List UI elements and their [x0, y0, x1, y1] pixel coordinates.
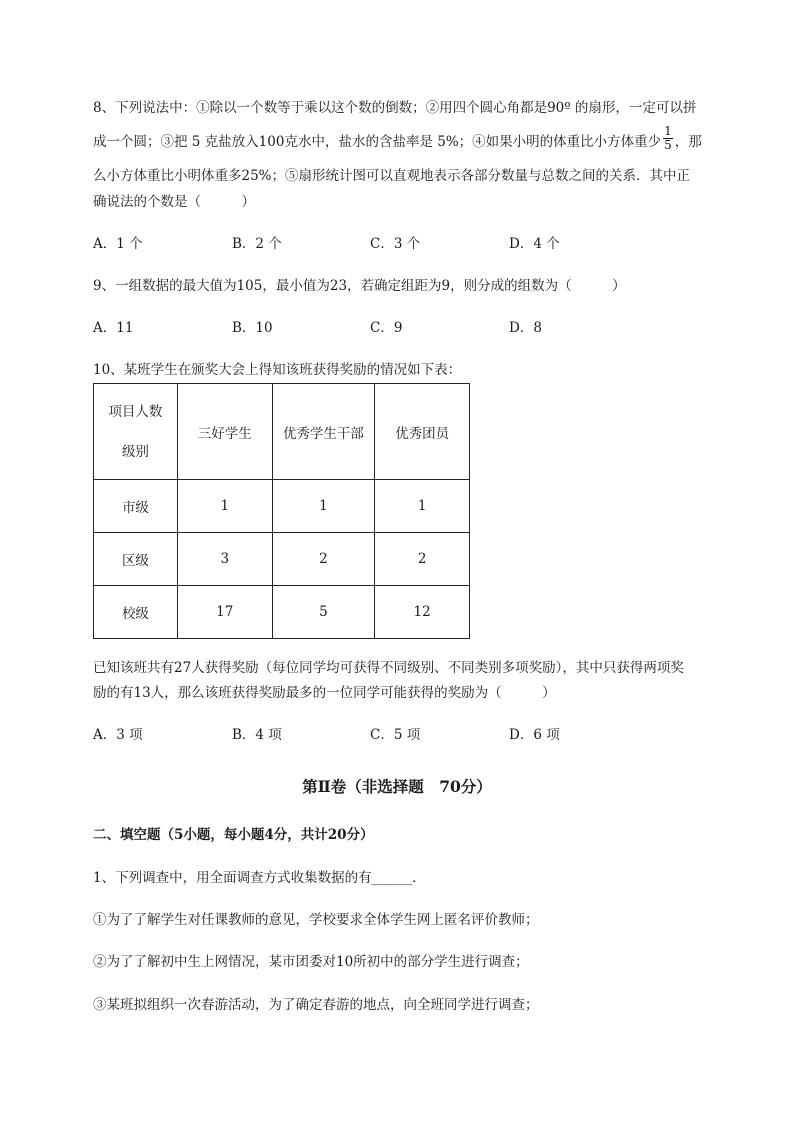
q9-option-c: C．9: [370, 320, 403, 336]
q8-option-d: D．4 个: [509, 236, 560, 252]
level-cell: 区级: [94, 533, 178, 586]
value-cell: 1: [375, 480, 470, 533]
header-cell: 优秀学生干部: [272, 384, 375, 480]
table-header-row: [94, 384, 470, 480]
q10-option-b: B．4 项: [232, 727, 282, 743]
list-item: ③某班拟组织一次春游活动，为了确定春游的地点，向全班同学进行调查；: [93, 997, 539, 1013]
table-row: [94, 480, 470, 533]
fraction-one-fifth: [663, 125, 673, 152]
level-cell: 市级: [94, 480, 178, 533]
q8-line-4: 确说法的个数是（ ）: [93, 194, 255, 210]
q8-option-a: A．1 个: [93, 236, 143, 252]
q8-option-b: B．2 个: [232, 236, 282, 252]
table-row: [94, 533, 470, 586]
table-row: [94, 586, 470, 639]
q8-line-2: [93, 124, 702, 152]
value-cell: 2: [375, 533, 470, 586]
table-corner-cell: [94, 384, 178, 480]
q8-line-2-start: 成一个圆；③把 5 克盐放入100克水中，盐水的含盐率是 5%；④如果小明的体重比小方体重少: [93, 134, 662, 150]
value-cell: 1: [177, 480, 272, 533]
q8-option-c: C．3 个: [370, 236, 421, 252]
q10-line-1: 已知该班共有27人获得奖励（每位同学均可获得不同级别、不同类别多项奖励），其中只获得两项奖: [93, 660, 684, 676]
corner-bottom-label: 级别: [121, 443, 149, 460]
corner-top-label: 项目人数: [108, 403, 163, 420]
q9-option-a: A．11: [93, 320, 134, 336]
level-cell: 校级: [94, 586, 178, 639]
value-cell: 12: [375, 586, 470, 639]
section-heading: 二、填空题（5小题，每小题4分，共计20分）: [93, 827, 374, 843]
fill-q1-text: 1、下列调查中，用全面调查方式收集数据的有______．: [93, 870, 426, 886]
q8-line-1: 8、下列说法中：①除以一个数等于乘以这个数的倒数；②用四个圆心角都是90º 的扇形，一定可以拼: [93, 100, 697, 116]
q10-option-c: C．5 项: [370, 727, 421, 743]
list-item: ①为了了解学生对任课教师的意见，学校要求全体学生网上匿名评价教师；: [93, 912, 539, 928]
list-item: ②为了了解初中生上网情况，某市团委对10所初中的部分学生进行调查；: [93, 954, 529, 970]
q10-option-a: A．3 项: [93, 727, 143, 743]
q8-line-3: 么小方体重比小明体重多25%；⑤扇形统计图可以直观地表示各部分数量与总数之间的关系．其中正: [93, 168, 691, 184]
value-cell: 2: [272, 533, 375, 586]
value-cell: 1: [272, 480, 375, 533]
q9-text: 9、一组数据的最大值为105，最小值为23，若确定组距为9，则分成的组数为（ ）: [93, 278, 626, 294]
value-cell: 5: [272, 586, 375, 639]
q9-option-d: D．8: [509, 320, 542, 336]
header-cell: 三好学生: [177, 384, 272, 480]
q10-line-2: 励的有13人，那么该班获得奖励最多的一位同学可能获得的奖励为（ ）: [93, 685, 556, 701]
q10-intro: 10、某班学生在颁奖大会上得知该班获得奖励的情况如下表：: [93, 362, 462, 378]
q8-line-2-end: ，那: [674, 134, 702, 150]
fraction-denominator: 5: [664, 138, 672, 152]
q9-option-b: B．10: [232, 320, 273, 336]
header-cell: 优秀团员: [375, 384, 470, 480]
part-two-title: 第Ⅱ卷（非选择题 70分）: [302, 777, 492, 796]
awards-table: [93, 383, 470, 639]
q10-option-d: D．6 项: [509, 727, 560, 743]
fraction-numerator: 1: [664, 124, 672, 138]
value-cell: 17: [177, 586, 272, 639]
value-cell: 3: [177, 533, 272, 586]
